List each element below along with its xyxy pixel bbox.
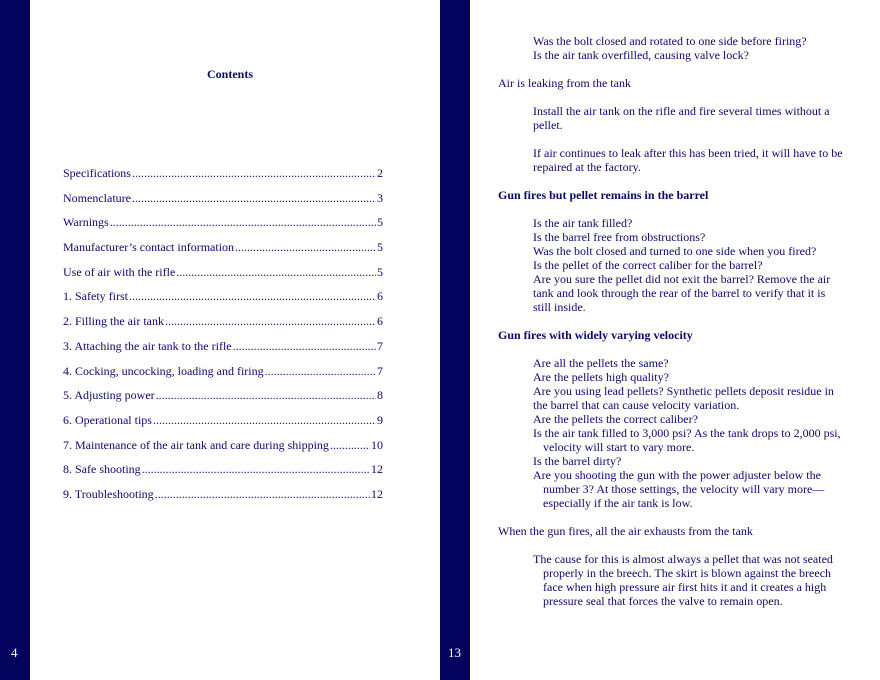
text-line: Is the air tank overfilled, causing valve lock? (533, 48, 749, 62)
text-line: Are the pellets high quality? (533, 370, 669, 384)
left-page-number: 4 (11, 645, 18, 660)
left-page (30, 0, 440, 680)
text-line: Is the pellet of the correct caliber for the barrel? (533, 258, 763, 272)
toc-entry[interactable]: 1. Safety first ..... 6 (63, 289, 383, 314)
right-page (470, 0, 880, 680)
right-page-number: 13 (448, 645, 461, 660)
contents-title: Contents (206, 67, 253, 81)
toc-entry[interactable]: Use of air with the rifle ..... 5 (63, 265, 383, 290)
toc-entry[interactable]: Specifications ..... 2 (63, 166, 383, 191)
text-line: Is the air tank filled to 3,000 psi? As the tank drops to 2,000 psi, velocity will start to vary more. (533, 426, 841, 454)
paragraph: If air continues to leak after this has been tried, it will have to be repaired at the factory. (533, 146, 843, 174)
left-margin-bar (0, 0, 30, 680)
section-heading-velocity: Gun fires with widely varying velocity (498, 328, 693, 342)
toc-entry[interactable]: 4. Cocking, uncocking, loading and firing ..... 7 (63, 364, 383, 389)
toc-entry[interactable]: 5. Adjusting power ..... 8 (63, 388, 383, 413)
text-line: Is the barrel dirty? (533, 454, 622, 468)
toc-entry[interactable]: 9. Troubleshooting ..... 12 (63, 487, 383, 512)
center-margin-bar (440, 0, 470, 680)
text-line: Are the pellets the correct caliber? (533, 412, 698, 426)
text-line: Are all the pellets the same? (533, 356, 669, 370)
toc-entry[interactable]: 3. Attaching the air tank to the rifle ..... 7 (63, 339, 383, 364)
section-heading-exhaust: When the gun fires, all the air exhausts from the tank (498, 524, 753, 538)
toc-entry[interactable]: 8. Safe shooting ..... 12 (63, 462, 383, 487)
text-line: Are you shooting the gun with the power adjuster below the number 3? At those settings, the velocity will vary more—especially if the air tank is low. (533, 468, 825, 510)
text-line: Was the bolt closed and turned to one side when you fired? (533, 244, 817, 258)
table-of-contents (63, 166, 383, 512)
text-line: Is the barrel free from obstructions? (533, 230, 706, 244)
text-line: Is the air tank filled? (533, 216, 633, 230)
toc-entry[interactable]: 2. Filling the air tank ..... 6 (63, 314, 383, 339)
toc-entry[interactable]: 7. Maintenance of the air tank and care during shipping ..... 10 (63, 438, 383, 463)
text-line: Was the bolt closed and rotated to one side before firing? (533, 34, 807, 48)
paragraph: The cause for this is almost always a pellet that was not seated properly in the breech. The skirt is blown against the breech face when high pressure air first hits it and it creates a high pressure seal that forces the valve to remain open. (533, 552, 833, 608)
toc-entry[interactable]: Warnings ..... 5 (63, 215, 383, 240)
troubleshooting-text (498, 34, 843, 608)
text-line: Are you sure the pellet did not exit the barrel? Remove the air tank and look through the rear of the barrel to verify that it is still inside. (533, 272, 831, 314)
toc-entry[interactable]: Nomenclature ..... 3 (63, 191, 383, 216)
section-heading-barrel: Gun fires but pellet remains in the barrel (498, 188, 709, 202)
toc-entry[interactable]: Manufacturer’s contact information ..... 5 (63, 240, 383, 265)
text-line: Are you using lead pellets? Synthetic pellets deposit residue in the barrel that can cause velocity variation. (533, 384, 834, 412)
paragraph: Install the air tank on the rifle and fire several times without a pellet. (533, 104, 830, 132)
section-heading-leak: Air is leaking from the tank (498, 76, 631, 90)
toc-entry[interactable]: 6. Operational tips ..... 9 (63, 413, 383, 438)
